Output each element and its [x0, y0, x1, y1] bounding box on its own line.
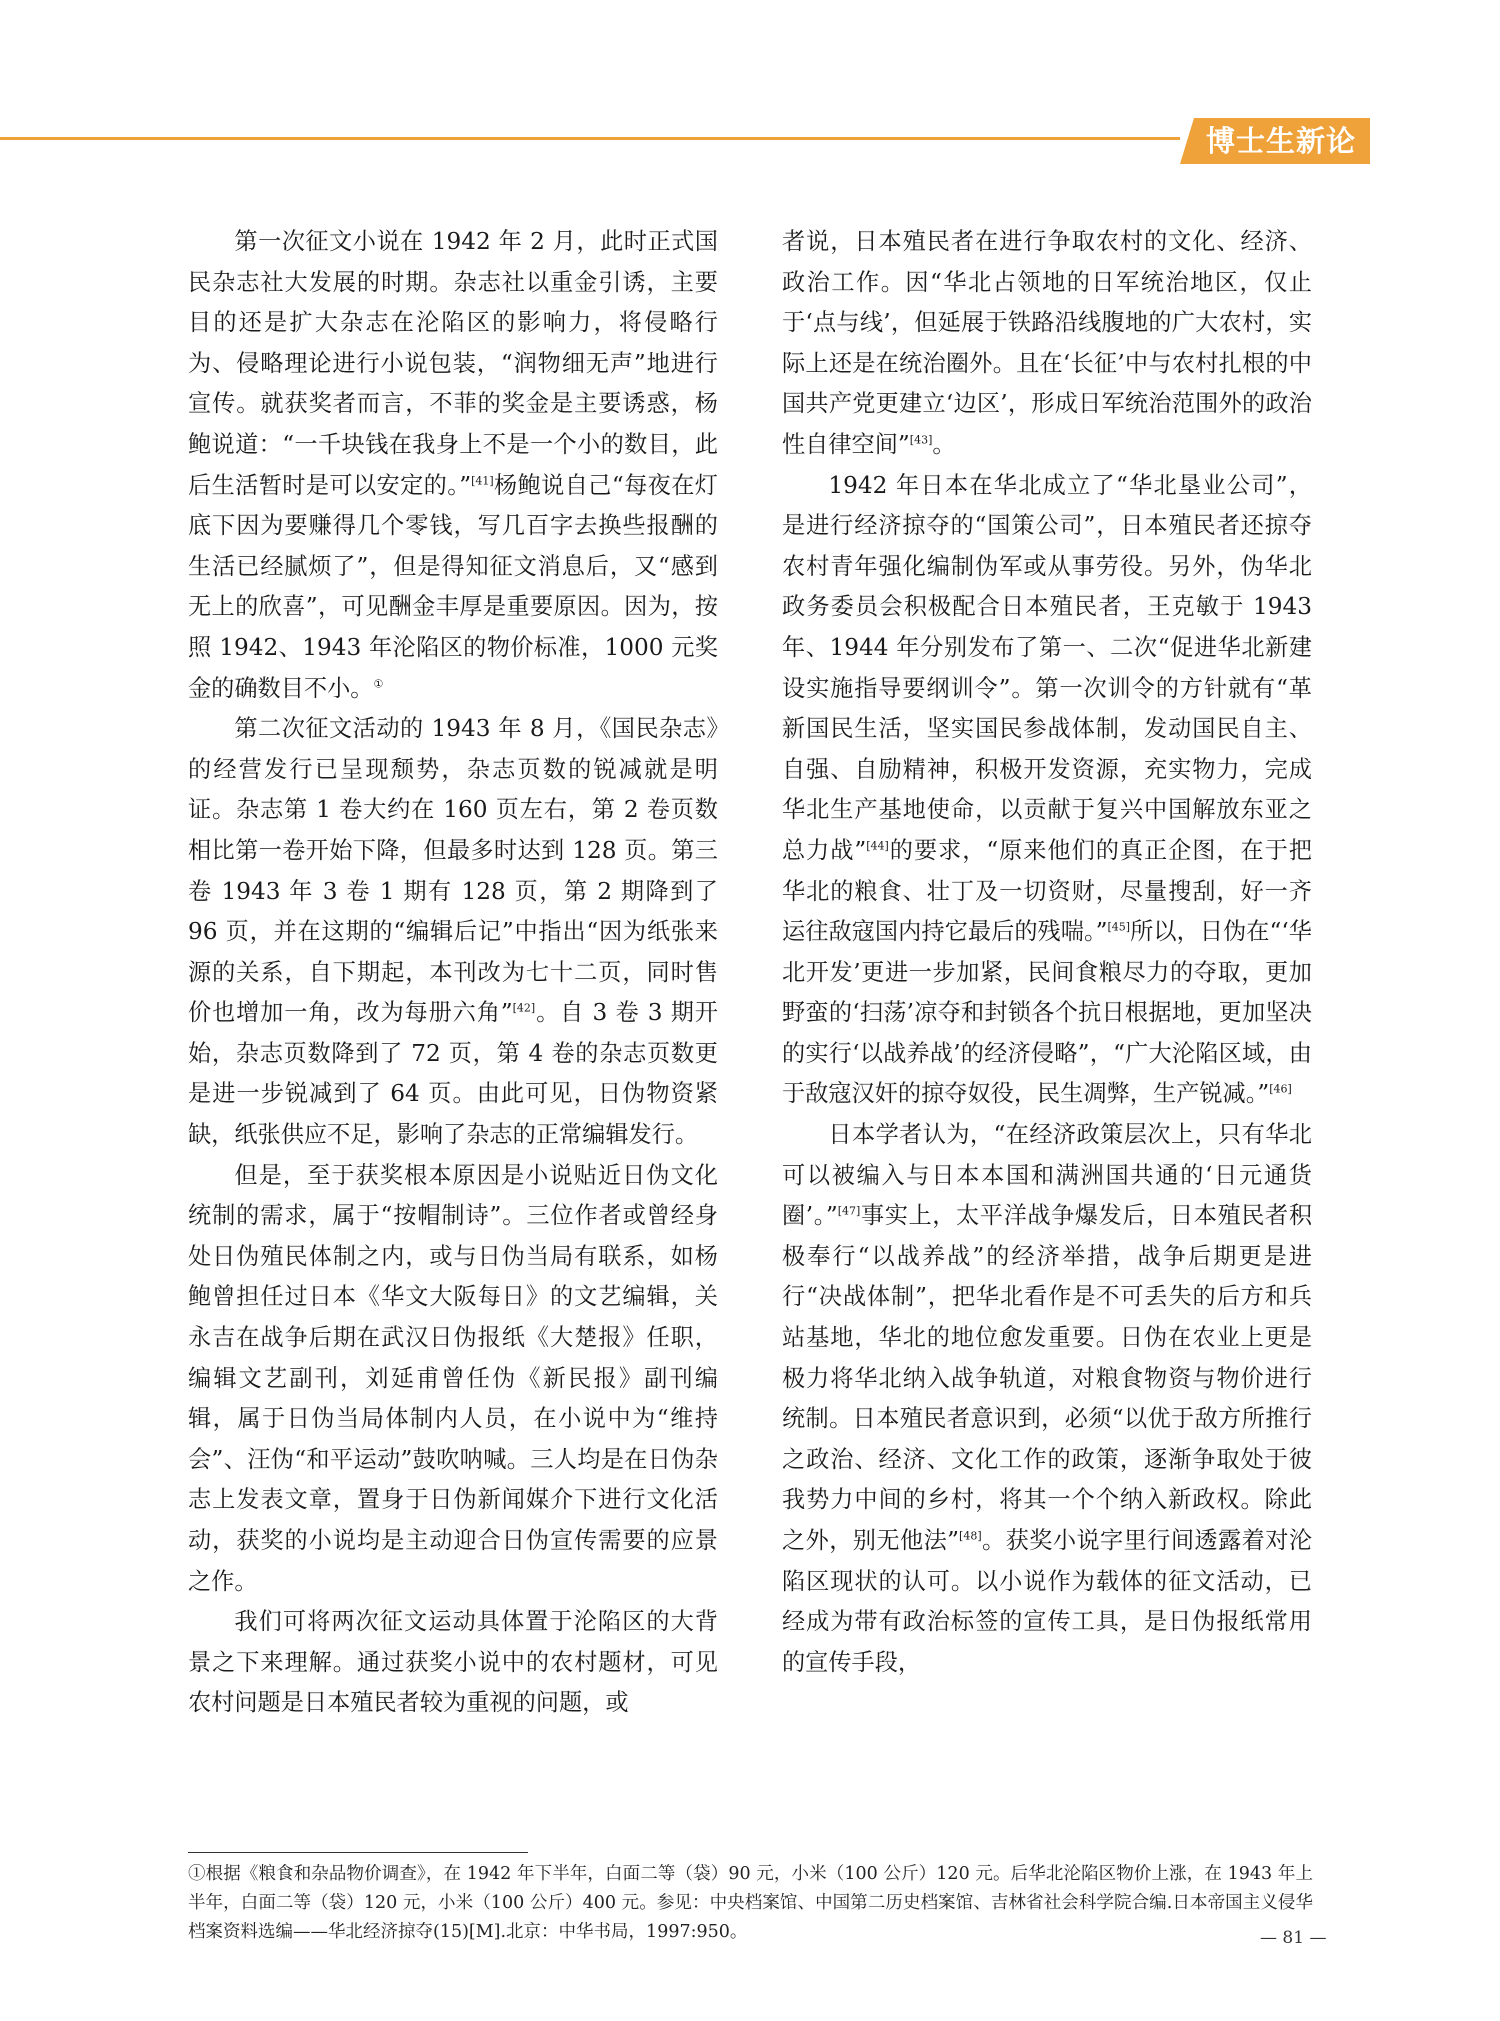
paragraph-text: 1942 年日本在华北成立了“华北垦业公司”，是进行经济掠夺的“国策公司”，日本殖民者还掠夺农村青年强化编制伪军或从事劳役。另外，伪华北政务委员会积极配合日本殖民者，王克敏于 1943 年、1944 年分别发布了第一、二次“促进华北新建设实施指导要纲训令”。第一次训令的方针就有“革新国民生活，坚实国民参战体制，发动国民自主、自强、自励精神，积极开发资源，充实物力，完成华北生产基地使命，以贡献于复兴中国解放东亚之总力战” [782, 471, 1312, 864]
paragraph-text: 日本学者认为，“在经济政策层次上，只有华北可以被编入与日本本国和满洲国共通的‘日元通货圈’。” [782, 1121, 1312, 1230]
paragraph-text: 第二次征文活动的 1943 年 8 月，《国民杂志》的经营发行已呈现颓势，杂志页数的锐减就是明证。杂志第 1 卷大约在 160 页左右，第 2 卷页数相比第一卷开始下降，但最多时达到 128 页。第三卷 1943 年 3 卷 1 期有 128 页，第 2 期降到了 96 页，并在这期的“编辑后记”中指出“因为纸张来源的关系，自下期起，本刊改为七十二页，同时售价也增加一角，改为每册六角” [188, 715, 718, 1027]
footnote: ①根据《粮食和杂品物价调查》，在 1942 年下半年，白面二等（袋）90 元，小米（100 公斤）120 元。后华北沦陷区物价上涨，在 1943 年上半年，白面二等（袋）120 元，小米（100 公斤）400 元。参见：中央档案馆、中国第二历史档案馆、吉林省社会科学院合编.日本帝国主义侵华档案资料选编——华北经济掠夺(15)[M].北京：中华书局，1997:950。 [188, 1864, 1313, 1942]
paragraph-text: 事实上，太平洋战争爆发后，日本殖民者积极奉行“以战养战”的经济举措，战争后期更是进行“决战体制”，把华北看作是不可丢失的后方和兵站基地，华北的地位愈发重要。日伪在农业上更是极力将华北纳入战争轨道，对粮食物资与物价进行统制。日本殖民者意识到，必须“以优于敌方所推行之政治、经济、文化工作的政策，逐渐争取处于彼我势力中间的乡村，将其一个个纳入新政权。除此之外，别无他法” [782, 1202, 1313, 1554]
citation-ref: [42] [512, 1001, 536, 1015]
paragraph-text: 。获奖小说字里行间透露着对沦陷区现状的认可。以小说作为载体的征文活动，已经成为带有政治标签的宣传工具，是日伪报纸常用的宣传手段， [782, 1527, 1313, 1676]
citation-ref: [45] [1107, 920, 1131, 934]
paragraph: 但是，至于获奖根本原因是小说贴近日伪文化统制的需求，属于“按帽制诗”。三位作者或曾经身处日伪殖民体制之内，或与日伪当局有联系，如杨鲍曾担任过日本《华文大阪每日》的文艺编辑，关永吉在战争后期在武汉日伪报纸《大楚报》任职，编辑文艺副刊，刘延甫曾任伪《新民报》副刊编辑，属于日伪当局体制内人员，在小说中为“维持会”、汪伪“和平运动”鼓吹呐喊。三人均是在日伪杂志上发表文章，置身于日伪新闻媒介下进行文化活动，获奖的小说均是主动迎合日伪宣传需要的应景之作。 [188, 1161, 718, 1595]
footnote-divider [188, 1852, 528, 1853]
paragraph [188, 222, 718, 709]
paragraph [188, 709, 718, 1156]
header-rule [0, 137, 1180, 140]
right-column [782, 222, 1312, 1683]
citation-ref: [41] [471, 473, 494, 487]
citation-ref: [48] [959, 1529, 982, 1543]
paragraph-text: 杨鲍说自己“每夜在灯底下因为要赚得几个零钱，写几百字去换些报酬的生活已经腻烦了”，但是得知征文消息后，又“感到无上的欣喜”，可见酬金丰厚是重要原因。因为，按照 1942、1943 年沦陷区的物价标准，1000 元奖金的确数目不小。 [188, 471, 718, 702]
footnote-marker: ① [373, 676, 384, 690]
paragraph-text: 。自 3 卷 3 期开始，杂志页数降到了 72 页，第 4 卷的杂志页数更是进一步锐减到了 64 页。由此可见，日伪物资紧缺，纸张供应不足，影响了杂志的正常编辑发行。 [188, 999, 718, 1149]
citation-ref: [47] [837, 1204, 861, 1218]
paragraph-text: 第一次征文小说在 1942 年 2 月，此时正式国民杂志社大发展的时期。杂志社以重金引诱，主要目的还是扩大杂志在沦陷区的影响力，将侵略行为、侵略理论进行小说包装，“润物细无声”地进行宣传。就获奖者而言，不菲的奖金是主要诱惑，杨鲍说道：“一千块钱在我身上不是一个小的数目，此后生活暂时是可以安定的。” [188, 228, 718, 499]
paragraph-text: 。 [932, 430, 956, 458]
paragraph-text: 的要求，“原来他们的真正企图，在于把华北的粮食、壮丁及一切资财，尽量搜刮，好一齐运往敌寇国内持它最后的残喘。” [782, 836, 1312, 946]
citation-ref: [43] [909, 433, 933, 447]
paragraph [782, 466, 1312, 1116]
paragraph [782, 1115, 1312, 1683]
citation-ref: [46] [1269, 1082, 1292, 1096]
paragraph: 我们可将两次征文运动具体置于沦陷区的大背景之下来理解。通过获奖小说中的农村题材，可见农村问题是日本殖民者较为重视的问题，或 [188, 1608, 718, 1717]
section-title: 博士生新论 [1206, 124, 1357, 158]
page-number: — 81 — [1260, 1928, 1327, 1948]
paragraph-text: 者说，日本殖民者在进行争取农村的文化、经济、政治工作。因“华北占领地的日军统治地区，仅止于‘点与线’，但延展于铁路沿线腹地的广大农村，实际上还是在统治圈外。且在‘长征’中与农村扎根的中国共产党更建立‘边区’，形成日军统治范围外的政治性自律空间” [782, 228, 1312, 458]
left-column [188, 222, 718, 1724]
paragraph [782, 222, 1312, 466]
paragraph-text: 所以，日伪在“‘华北开发’更进一步加紧，民间食粮尽力的夺取，更加野蛮的‘扫荡’凉夺和封锁各个抗日根据地，更加坚决的实行‘以战养战’的经济侵略”，“广大沦陷区域，由于敌寇汉奸的掠夺奴役，民生凋弊，生产锐减。” [782, 918, 1312, 1108]
citation-ref: [44] [866, 839, 889, 853]
